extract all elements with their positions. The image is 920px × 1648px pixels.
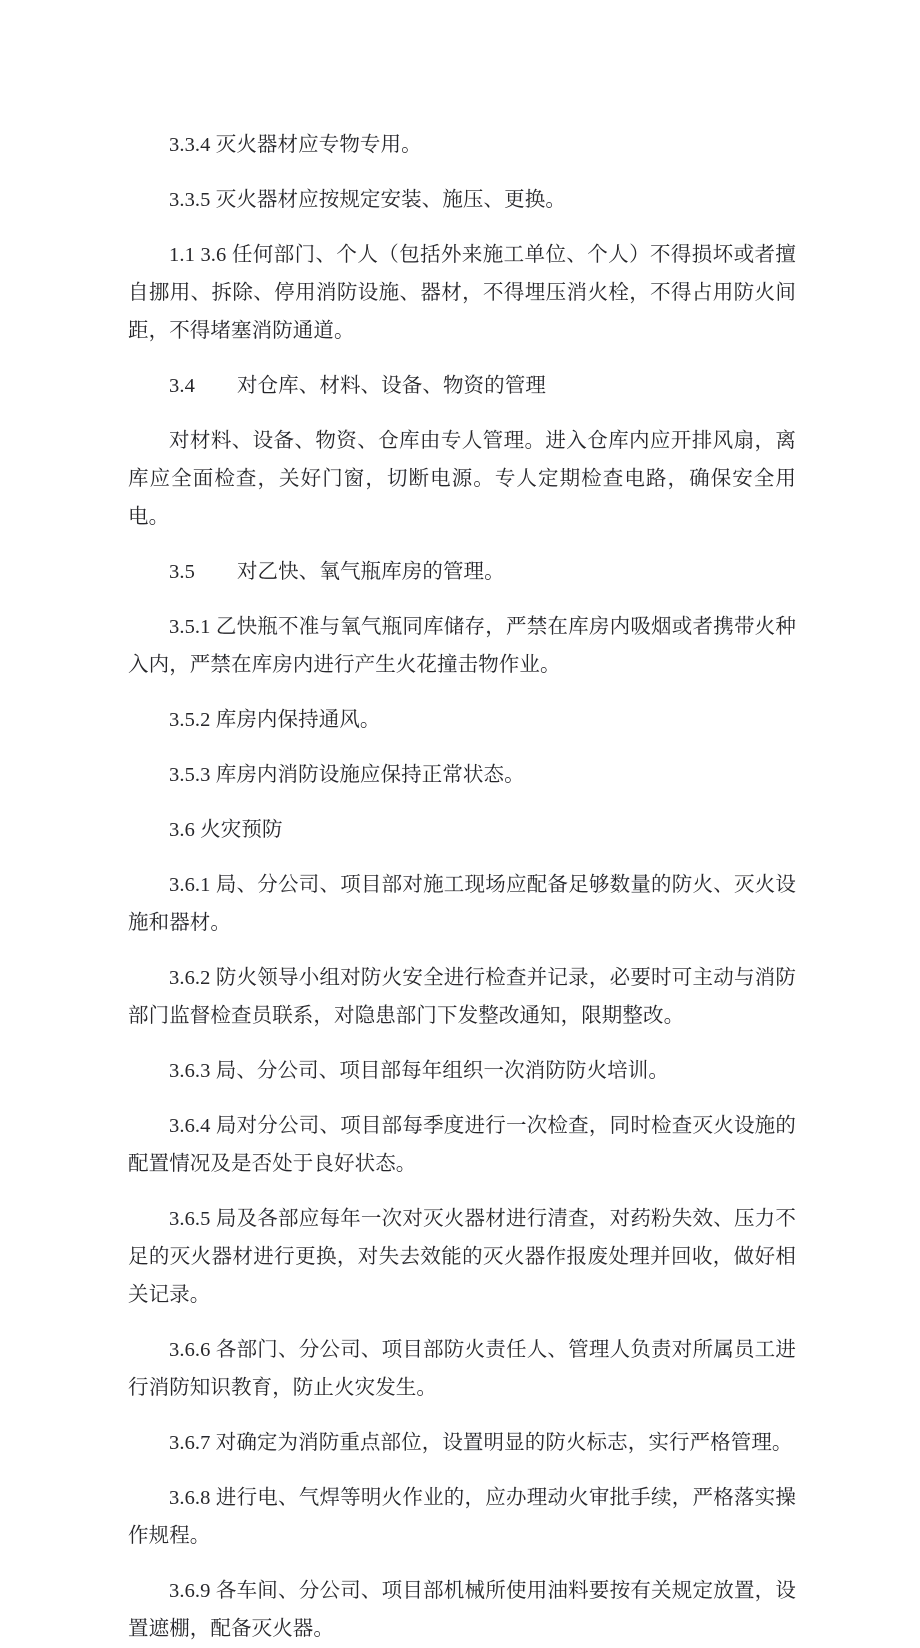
document-body <box>128 126 796 1648</box>
paragraph-3-6-3: 3.6.3 局、分公司、项目部每年组织一次消防防火培训。 <box>169 1060 669 1082</box>
paragraph-3-6-7: 3.6.7 对确定为消防重点部位，设置明显的防火标志，实行严格管理。 <box>169 1432 793 1454</box>
section-title-3-5: 对乙快、氧气瓶库房的管理。 <box>236 561 505 583</box>
section-heading-3-5 <box>128 553 796 591</box>
paragraph-3-6-2: 3.6.2 防火领导小组对防火安全进行检查并记录，必要时可主动与消防部门监督检查员联系，对隐患部门下发整改通知，限期整改。 <box>128 967 796 1027</box>
section-heading-3-6: 3.6 火灾预防 <box>169 819 283 841</box>
paragraph-1-1-3-6: 1.1 3.6 任何部门、个人（包括外来施工单位、个人）不得损坏或者擅自挪用、拆除、停用消防设施、器材，不得埋压消火栓，不得占用防火间距，不得堵塞消防通道。 <box>128 244 796 342</box>
section-title-3-4: 对仓库、材料、设备、物资的管理 <box>236 375 546 397</box>
paragraph-3-6-8: 3.6.8 进行电、气焊等明火作业的，应办理动火审批手续，严格落实操作规程。 <box>128 1487 796 1547</box>
paragraph-3-6-1: 3.6.1 局、分公司、项目部对施工现场应配备足够数量的防火、灭火设施和器材。 <box>128 874 796 934</box>
paragraph-3-6-9: 3.6.9 各车间、分公司、项目部机械所使用油料要按有关规定放置，设置遮棚，配备灭火器。 <box>128 1580 796 1640</box>
paragraph-3-6-4: 3.6.4 局对分公司、项目部每季度进行一次检查，同时检查灭火设施的配置情况及是否处于良好状态。 <box>128 1115 796 1175</box>
paragraph-3-5-2: 3.5.2 库房内保持通风。 <box>169 709 381 731</box>
paragraph-3-3-4: 3.3.4 灭火器材应专物专用。 <box>169 134 422 156</box>
paragraph-3-3-5: 3.3.5 灭火器材应按规定安装、施压、更换。 <box>169 189 566 211</box>
paragraph-3-6-5: 3.6.5 局及各部应每年一次对灭火器材进行清查，对药粉失效、压力不足的灭火器材进行更换，对失去效能的灭火器作报废处理并回收，做好相关记录。 <box>128 1208 796 1306</box>
paragraph-3-5-3: 3.5.3 库房内消防设施应保持正常状态。 <box>169 764 525 786</box>
paragraph-3-5-1: 3.5.1 乙快瓶不准与氧气瓶同库储存，严禁在库房内吸烟或者携带火种入内，严禁在库房内进行产生火花撞击物作业。 <box>128 616 796 676</box>
section-number-3-5: 3.5 <box>169 561 195 583</box>
paragraph-3-4-body: 对材料、设备、物资、仓库由专人管理。进入仓库内应开排风扇，离库应全面检查，关好门窗，切断电源。专人定期检查电路，确保安全用电。 <box>128 430 796 528</box>
paragraph-3-6-6: 3.6.6 各部门、分公司、项目部防火责任人、管理人负责对所属员工进行消防知识教育，防止火灾发生。 <box>128 1339 796 1399</box>
section-heading-3-4 <box>128 367 796 405</box>
section-number-3-4: 3.4 <box>169 375 195 397</box>
